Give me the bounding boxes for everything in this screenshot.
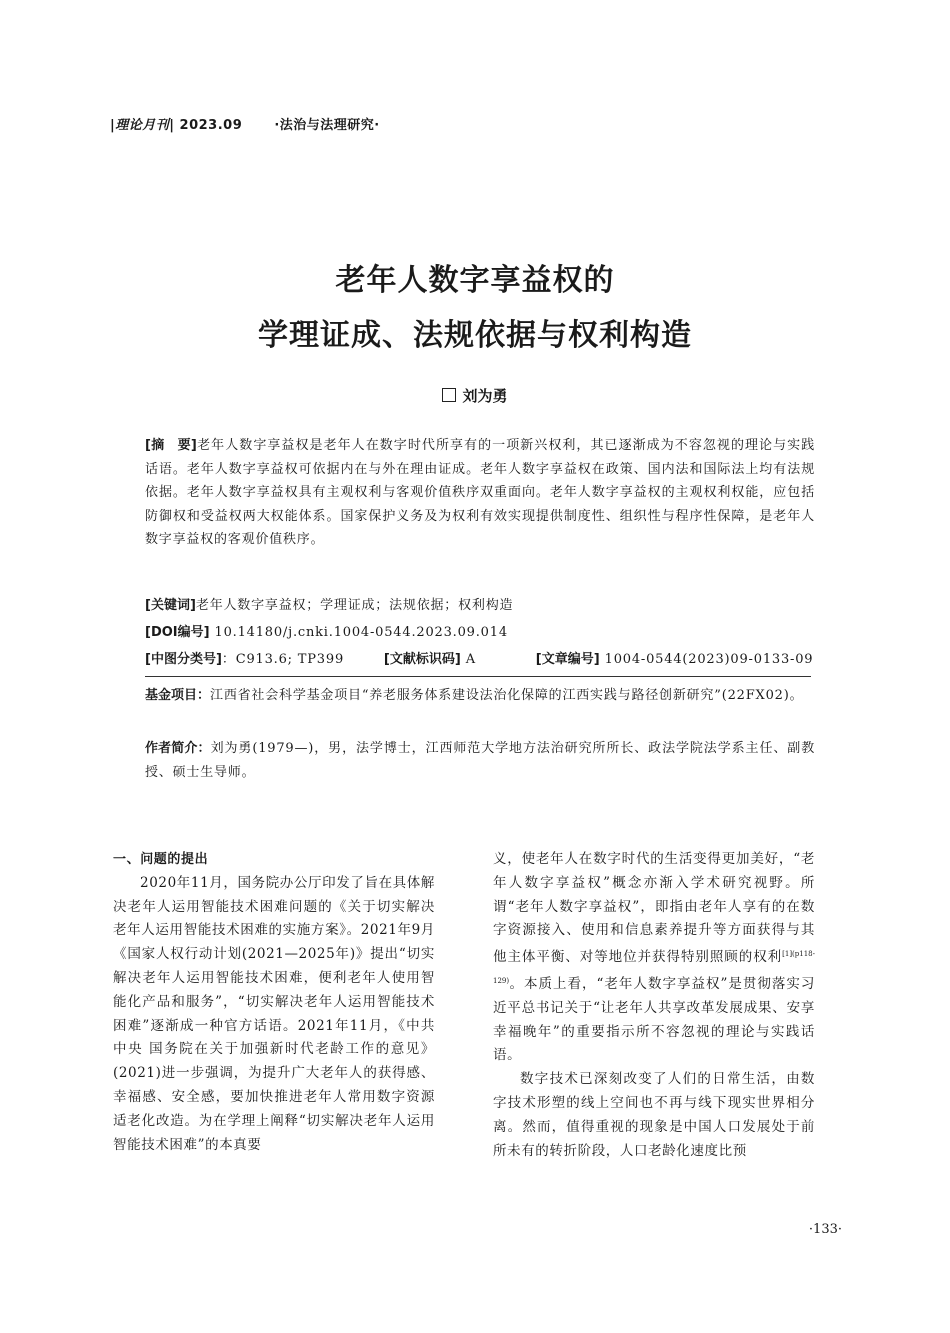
doi-text: 10.14180/j.cnki.1004-0544.2023.09.014 — [214, 625, 508, 640]
doc-code-label: [文献标识码] — [383, 652, 461, 667]
abstract-label: [摘 要] — [145, 438, 197, 453]
clc-label: [中图分类号] — [145, 652, 222, 667]
body-paragraph-continued: 义，使老年人在数字时代的生活变得更加美好，“老年人数字享益权”概念亦渐入学术研究视野。所谓“老年人数字享益权”，即指由老年人享有的在数字资源接入、使用和信息素养提升等方面获得与其他主体平衡、对等地位并获得特别照顾的权利$^{[1](p118-129)}$。本质上看，“老年人数字享益权”是贯彻落实习近平总书记关于“让老年人共享改革发展成果、安享幸福晚年”的重要指示所不容忽视的理论与实践话语。 — [493, 851, 815, 1064]
citation: [1](p118-129) — [493, 950, 815, 985]
doi — [145, 621, 815, 645]
classification-row: [中图分类号]：C913.6; TP399 [文献标识码] A [文章编号] 1004-0544(2023)09-0133-09 — [145, 652, 814, 667]
author-bio — [145, 737, 815, 784]
section-name: ·法治与法理研究· — [274, 118, 380, 133]
divider — [145, 676, 811, 677]
keywords — [145, 594, 815, 618]
clc-value: C913.6; TP399 — [235, 652, 345, 667]
doi-label: [DOI编号] — [145, 625, 210, 640]
abstract — [145, 434, 815, 552]
doc-code-value: A — [465, 652, 476, 667]
section-heading: 一、问题的提出 — [113, 852, 209, 867]
bio-label: 作者简介： — [145, 741, 211, 756]
fund-info — [145, 684, 815, 708]
running-header — [110, 114, 380, 133]
fund-text: 江西省社会科学基金项目“养老服务体系建设法治化保障的江西实践与路径创新研究”(22FX02)。 — [210, 688, 804, 703]
bio-text: 刘为勇(1979—)，男，法学博士，江西师范大学地方法治研究所所长、政法学院法学系主任、副教授、硕士生导师。 — [145, 741, 815, 780]
left-column — [113, 848, 435, 1157]
title-line-2: 学理证成、法规依据与权利构造 — [258, 318, 692, 353]
issue-date: 2023.09 — [179, 118, 243, 133]
author-line — [0, 385, 950, 406]
body-paragraph: 数字技术已深刻改变了人们的日常生活，由数字技术形塑的线上空间也不再与线下现实世界相分离。然而，值得重视的现象是中国人口发展处于前所未有的转折阶段，人口老龄化速度比预 — [493, 1071, 815, 1159]
author-name: 刘为勇 — [462, 387, 508, 405]
journal-name: |理论月刊| — [110, 118, 175, 133]
title-line-1: 老年人数字享益权的 — [335, 263, 615, 298]
abstract-text: 老年人数字享益权是老年人在数字时代所享有的一项新兴权利，其已逐渐成为不容忽视的理论与实践话语。老年人数字享益权可依据内在与外在理由证成。老年人数字享益权在政策、国内法和国际法上均有法规依据。老年人数字享益权具有主观权利与客观价值秩序双重面向。老年人数字享益权的主观权利权能，应包括防御权和受益权两大权能体系。国家保护义务及为权利有效实现提供制度性、组织性与程序性保障，是老年人数字享益权的客观价值秩序。 — [145, 438, 816, 547]
keywords-text: 老年人数字享益权；学理证成；法规依据；权利构造 — [195, 598, 514, 613]
fund-label: 基金项目： — [145, 688, 211, 703]
article-no-label: [文章编号] — [535, 652, 600, 667]
square-icon — [442, 388, 456, 402]
article-no-value: 1004-0544(2023)09-0133-09 — [604, 652, 814, 667]
page-number: ·133· — [808, 1222, 842, 1237]
keywords-label: [关键词] — [145, 598, 196, 613]
body-paragraph: 2020年11月，国务院办公厅印发了旨在具体解决老年人运用智能技术困难问题的《关于切实解决老年人运用智能技术困难的实施方案》。2021年9月《国家人权行动计划(2021—2025年)》提出“切实解决老年人运用智能技术困难，便利老年人使用智能化产品和服务”，“切实解决老年人运用智能技术困难”逐渐成一种官方话语。2021年11月，《中共中央 国务院在关于加强新时代老龄工作的意见》(2021)进一步强调，为提升广大老年人的获得感、幸福感、安全感，要加快推进老年人常用数字资源适老化改造。为在学理上阐释“切实解决老年人运用智能技术困难”的本真要 — [113, 874, 435, 1153]
right-column — [493, 848, 815, 1163]
